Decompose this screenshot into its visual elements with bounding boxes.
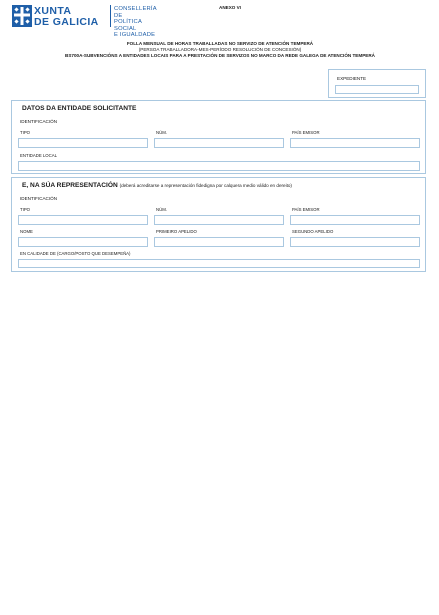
department-line-1: CONSELLERÍA DE [114,6,157,19]
xunta-logo [12,5,162,39]
nome-label: NOME [20,229,33,234]
applicant-tipo-label: TIPO [20,130,31,135]
representative-section [11,177,426,272]
representative-note: (deberá acreditarse a representación fidedigna por calquera medio válido en dereito) [119,183,292,188]
representative-tipo-label: TIPO [20,207,31,212]
applicant-pais-field[interactable] [290,138,420,148]
nome-field[interactable] [18,237,148,247]
applicant-tipo-field[interactable] [18,138,148,148]
applicant-pais-label: PAÍS EMISOR [292,130,320,135]
galicia-cross-logo-icon [12,5,32,27]
procedure-title: BS700A-SUBVENCIÓNS A ENTIDADES LOCAIS PARA A PRESTACIÓN DE SERVIZOS NO MARCO DA REDE GALEGA DE ATENCIÓN TEMPERÁ [65,53,375,59]
primeiro-apelido-label: PRIMEIRO APELIDO [156,229,197,234]
representative-tipo-field[interactable] [18,215,148,225]
department-line-3: E IGUALDADE [114,32,156,39]
applicant-identification-label: IDENTIFICACIÓN [20,119,58,124]
representative-pais-label: PAÍS EMISOR [292,207,320,212]
brand-line-2: DE GALICIA [34,16,99,28]
calidade-label: EN CALIDADE DE (CARGO/POSTO QUE DESEMPEÑA) [20,251,131,256]
applicant-section [11,100,426,174]
department-name [114,6,162,39]
entidade-local-field[interactable] [18,161,420,171]
primeiro-apelido-field[interactable] [154,237,284,247]
brand-line-1: XUNTA [34,5,72,17]
applicant-num-field[interactable] [154,138,284,148]
entidade-local-label: ENTIDADE LOCAL [20,153,58,158]
calidade-field[interactable] [18,259,420,268]
document-header [20,41,420,60]
document-title: FOLLA MENSUAL DE HORAS TRABALLADAS NO SERVIZO DE ATENCIÓN TEMPERÁ [126,41,314,46]
logo-divider [110,5,111,27]
expediente-box [328,69,426,98]
representative-section-title [22,182,292,189]
department-line-2: POLÍTICA SOCIAL [114,19,142,32]
expediente-label: EXPEDIENTE [337,76,367,81]
document-subtitle: (PERSOA TRABALLADORA-MES-PERÍODO RESOLUCIÓN DE CONCESIÓN) [138,47,302,53]
representative-identification-label: IDENTIFICACIÓN [20,196,58,201]
representative-num-field[interactable] [154,215,284,225]
representative-title-text: E, NA SÚA REPRESENTACIÓN [22,182,118,189]
annex-label: ANEXO VI [219,5,241,10]
expediente-field[interactable] [335,85,419,94]
xunta-wordmark [34,6,99,28]
segundo-apelido-field[interactable] [290,237,420,247]
segundo-apelido-label: SEGUNDO APELIDO [292,229,334,234]
applicant-num-label: NÚM. [156,130,167,135]
applicant-section-title: DATOS DA ENTIDADE SOLICITANTE [22,105,137,112]
representative-num-label: NÚM. [156,207,167,212]
representative-pais-field[interactable] [290,215,420,225]
